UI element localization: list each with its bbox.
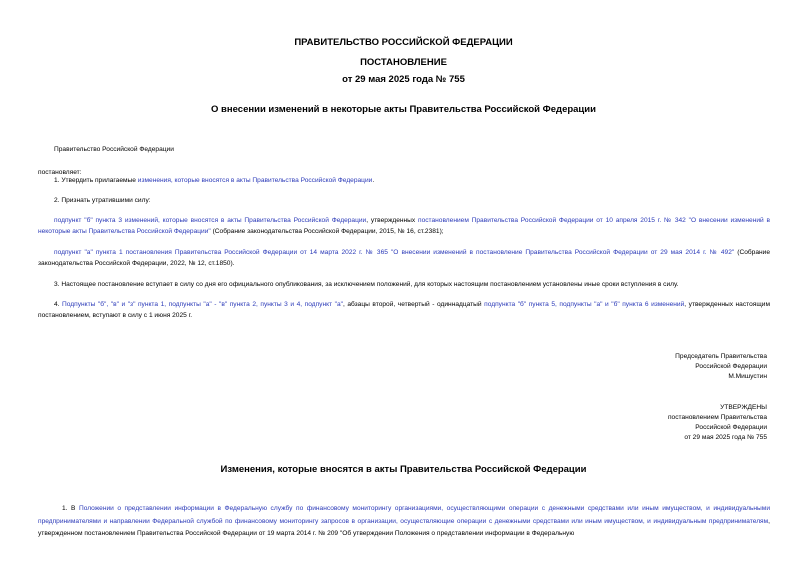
approved-by-2: Российской Федерации <box>695 424 767 431</box>
changes-p1-mid: , утвержденном <box>38 517 770 537</box>
changes-paragraph-1 <box>38 503 770 541</box>
item-2: 2. Признать утратившими силу: <box>54 197 151 204</box>
changes-link[interactable]: изменения, которые вносятся в акты Правительства Российской Федерации <box>137 177 373 184</box>
regulation-link[interactable]: Положении о представлении информации в Федеральную службу по финансовому мониторингу организациями, осуществляющими операции с денежными средствами или иным имуществом, и индивидуальными предпринимателями и направлении Федеральной службой по финансовому мониторингу запросов в организации, осуществляющие операции с денежными средствами или иным имуществом, и индивидуальным предпринимателям <box>38 505 771 525</box>
repeal-item-1 <box>38 216 770 237</box>
item-4-link-1[interactable]: Подпункты "б", "в" и "з" пункта 1, подпункты "а" - "в" пункта 2, пункты 3 и 4, подпункт "а" <box>62 301 343 308</box>
item-4-prefix: 4. <box>54 301 63 308</box>
approved-date: от 29 мая 2025 года № 755 <box>684 434 767 441</box>
approved-label: УТВЕРЖДЕНЫ <box>720 404 767 411</box>
item-1 <box>54 176 374 187</box>
item-4-suffix: , утвержденных настоящим постановлением, вступают в силу с 1 июня 2025 г. <box>38 301 770 319</box>
document-type: ПОСТАНОВЛЕНИЕ <box>360 57 447 68</box>
item-1-suffix: . <box>372 177 375 184</box>
item-3: 3. Настоящее постановление вступает в силу со дня его официального опубликования, за исключением положений, для которых настоящим постановлением установлены иные сроки вступления в силу. <box>54 281 679 288</box>
government-heading: ПРАВИТЕЛЬСТВО РОССИЙСКОЙ ФЕДЕРАЦИИ <box>294 37 513 48</box>
approved-by: постановлением Правительства <box>667 414 767 421</box>
resolution-209-text: постановлением Правительства Российской Федерации от 19 марта 2014 г. № 209 "Об утверждении Положения о представлении информации в Федеральную <box>84 530 575 537</box>
document-date: от 29 мая 2025 года № 755 <box>342 74 465 85</box>
repeal-1-link[interactable]: подпункт "б" пункта 3 изменений, которые вносятся в акты Правительства Российской Федерации <box>54 217 367 224</box>
signature-name: М.Мишустин <box>728 373 767 380</box>
repeal-2-source: (Собрание законодательства Российской Федерации, 2022, № 12, ст.1850). <box>38 249 770 267</box>
signature-position-1: Председатель Правительства <box>675 353 767 360</box>
item-4-link-2[interactable]: подпункта "б" пункта 5, подпункты "а" и "б" пункта 6 изменений <box>484 301 685 308</box>
resolution-365-link[interactable]: подпункт "а" пункта 1 постановления Правительства Российской Федерации от 14 марта 2022 г. № 365 "О внесении изменений в постановление Правительства Российской Федерации от 29 мая 2014 г. № 492" <box>54 249 735 256</box>
changes-p1-prefix: 1. В <box>62 505 79 512</box>
repeal-1-source: (Собрание законодательства Российской Федерации, 2015, № 16, ст.2381); <box>210 227 444 235</box>
item-1-prefix: 1. Утвердить прилагаемые <box>54 177 138 184</box>
signature-position-2: Российской Федерации <box>695 363 767 370</box>
resolution-342-link[interactable]: постановлением Правительства Российской Федерации от 10 апреля 2015 г. № 342 "О внесении изменений в некоторые акты Правительства Российской Федерации" <box>38 217 771 235</box>
decides-text: постановляет: <box>38 169 82 176</box>
gov-intro: Правительство Российской Федерации <box>54 146 174 153</box>
item-4-mid: , абзацы второй, четвертый - одиннадцатый <box>342 301 485 308</box>
changes-title: Изменения, которые вносятся в акты Правительства Российской Федерации <box>220 464 587 475</box>
repeal-item-2 <box>38 248 770 269</box>
item-4 <box>38 300 770 321</box>
document-title: О внесении изменений в некоторые акты Правительства Российской Федерации <box>211 104 596 115</box>
repeal-1-mid: , утвержденных <box>366 217 418 224</box>
